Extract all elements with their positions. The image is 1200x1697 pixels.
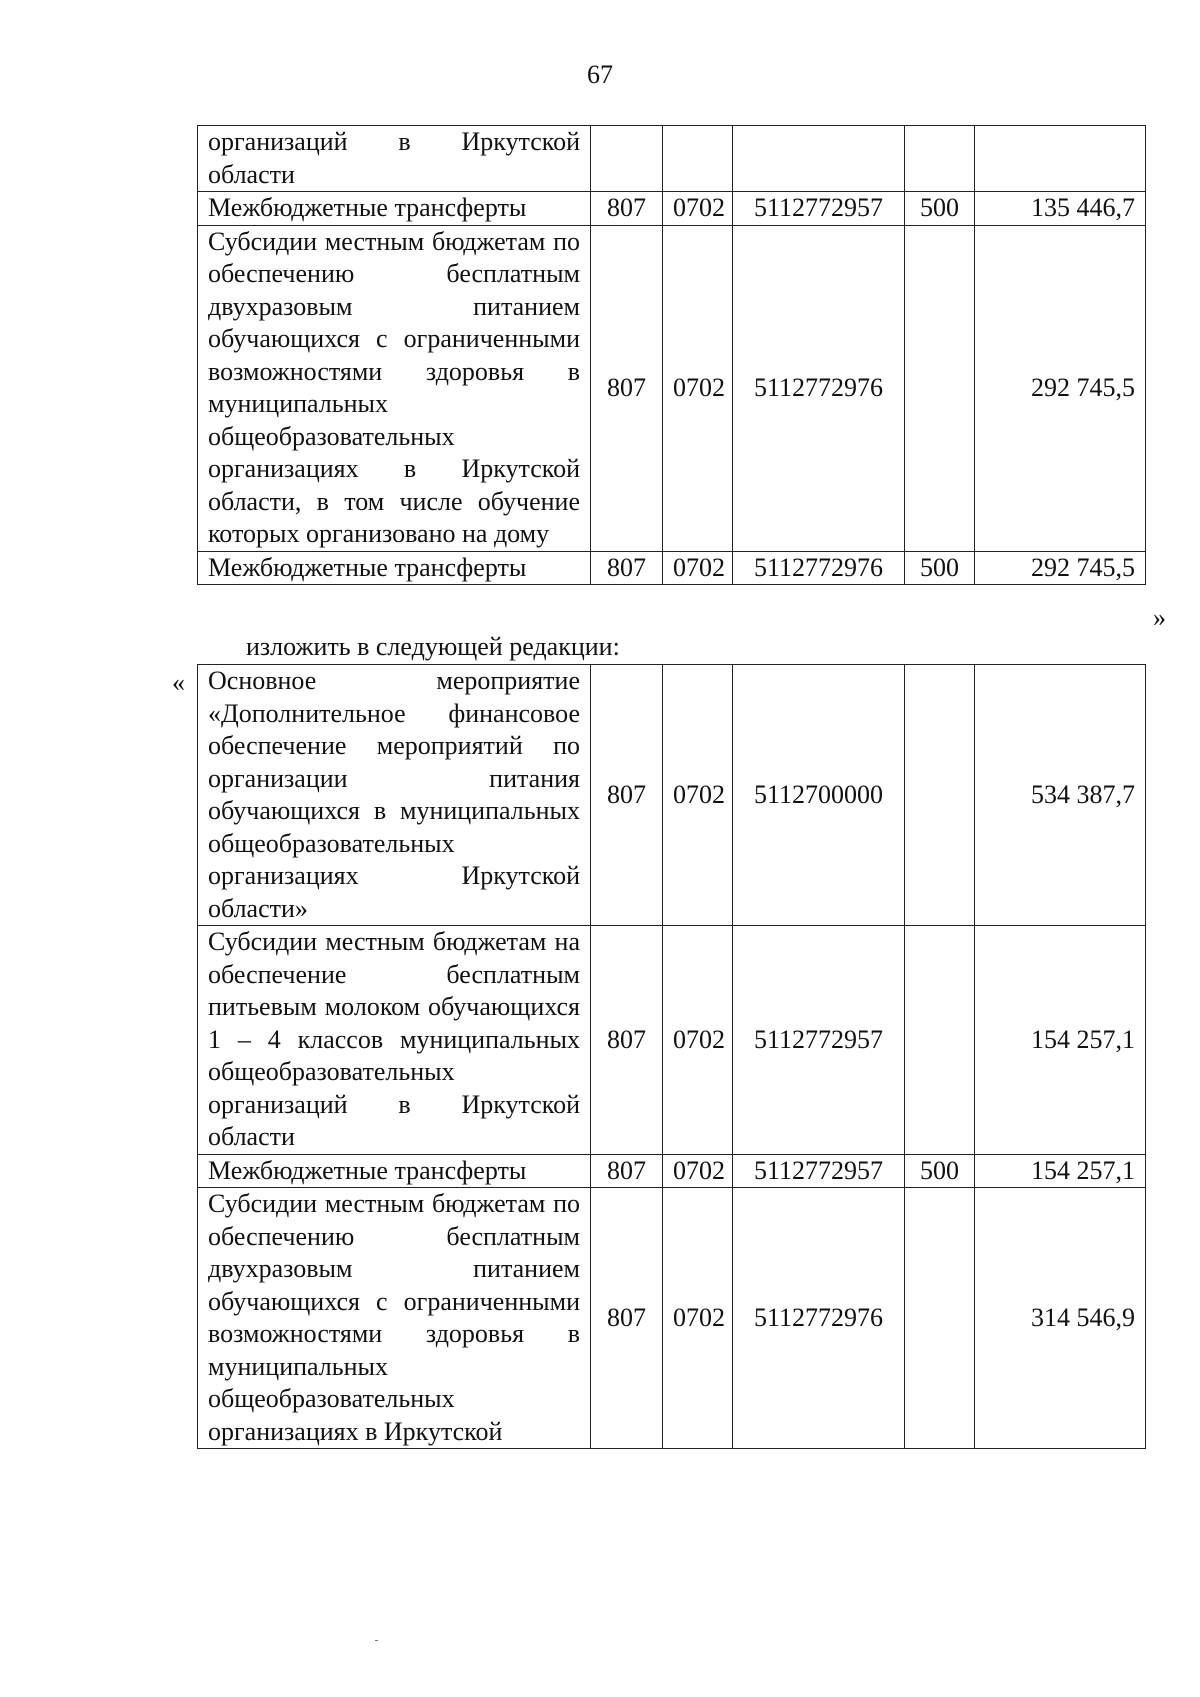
cell-amount: 292 745,5 bbox=[975, 225, 1146, 551]
cell-amount: 314 546,9 bbox=[975, 1188, 1146, 1449]
cell-name: Межбюджетные трансферты bbox=[198, 192, 591, 226]
scan-speck bbox=[375, 1640, 378, 1641]
table-row bbox=[198, 665, 1146, 926]
cell-rz: 0702 bbox=[663, 665, 733, 926]
cell-name: организаций в Иркутской области bbox=[198, 126, 591, 192]
cell-ved: 807 bbox=[591, 551, 663, 585]
table-row bbox=[198, 192, 1146, 226]
cell-cs: 5112700000 bbox=[733, 665, 905, 926]
cell-cs: 5112772976 bbox=[733, 225, 905, 551]
cell-rz: 0702 bbox=[663, 551, 733, 585]
table-row bbox=[198, 126, 1146, 192]
cell-amount: 292 745,5 bbox=[975, 551, 1146, 585]
cell-vr bbox=[905, 1188, 975, 1449]
cell-ved: 807 bbox=[591, 1188, 663, 1449]
cell-name: Межбюджетные трансферты bbox=[198, 551, 591, 585]
cell-cs: 5112772957 bbox=[733, 192, 905, 226]
cell-rz bbox=[663, 126, 733, 192]
cell-ved: 807 bbox=[591, 926, 663, 1155]
cell-cs bbox=[733, 126, 905, 192]
cell-vr: 500 bbox=[905, 192, 975, 226]
cell-ved bbox=[591, 126, 663, 192]
cell-amount: 154 257,1 bbox=[975, 926, 1146, 1155]
cell-ved: 807 bbox=[591, 225, 663, 551]
cell-rz: 0702 bbox=[663, 225, 733, 551]
page-number: 67 bbox=[587, 60, 613, 89]
cell-name: Межбюджетные трансферты bbox=[198, 1154, 591, 1188]
cell-name: Субсидии местным бюджетам по обеспечению бесплатным двухразовым питанием обучающихся с ограниченными возможностями здоровья в муниципальных общеобразовательных организациях в Иркутской области, в том числе обучение которых организовано на дому bbox=[198, 225, 591, 551]
cell-cs: 5112772976 bbox=[733, 1188, 905, 1449]
cell-vr: 500 bbox=[905, 551, 975, 585]
cell-rz: 0702 bbox=[663, 192, 733, 226]
opening-quote-mark: « bbox=[172, 668, 185, 697]
cell-vr bbox=[905, 225, 975, 551]
cell-cs: 5112772957 bbox=[733, 1154, 905, 1188]
cell-vr bbox=[905, 665, 975, 926]
budget-table-bottom bbox=[197, 664, 1146, 1449]
table-row bbox=[198, 551, 1146, 585]
closing-quote-mark: » bbox=[1153, 603, 1166, 632]
cell-vr bbox=[905, 926, 975, 1155]
cell-vr: 500 bbox=[905, 1154, 975, 1188]
cell-name: Субсидии местным бюджетам по обеспечению бесплатным двухразовым питанием обучающихся с ограниченными возможностями здоровья в муниципальных общеобразовательных организациях в Иркутской bbox=[198, 1188, 591, 1449]
cell-rz: 0702 bbox=[663, 926, 733, 1155]
instruction-text: изложить в следующей редакции: bbox=[246, 632, 620, 661]
cell-amount: 534 387,7 bbox=[975, 665, 1146, 926]
cell-rz: 0702 bbox=[663, 1188, 733, 1449]
cell-rz: 0702 bbox=[663, 1154, 733, 1188]
budget-table-top bbox=[197, 125, 1146, 585]
cell-amount bbox=[975, 126, 1146, 192]
cell-ved: 807 bbox=[591, 665, 663, 926]
cell-ved: 807 bbox=[591, 192, 663, 226]
cell-name: Основное мероприятие «Дополнительное финансовое обеспечение мероприятий по организации питания обучающихся в муниципальных общеобразовательных организациях Иркутской области» bbox=[198, 665, 591, 926]
cell-vr bbox=[905, 126, 975, 192]
cell-name: Субсидии местным бюджетам на обеспечение бесплатным питьевым молоком обучающихся 1 – 4 классов муниципальных общеобразовательных организаций в Иркутской области bbox=[198, 926, 591, 1155]
cell-cs: 5112772976 bbox=[733, 551, 905, 585]
table-row bbox=[198, 1154, 1146, 1188]
cell-cs: 5112772957 bbox=[733, 926, 905, 1155]
table-row bbox=[198, 1188, 1146, 1449]
table-row bbox=[198, 225, 1146, 551]
cell-ved: 807 bbox=[591, 1154, 663, 1188]
cell-amount: 135 446,7 bbox=[975, 192, 1146, 226]
table-row bbox=[198, 926, 1146, 1155]
cell-amount: 154 257,1 bbox=[975, 1154, 1146, 1188]
